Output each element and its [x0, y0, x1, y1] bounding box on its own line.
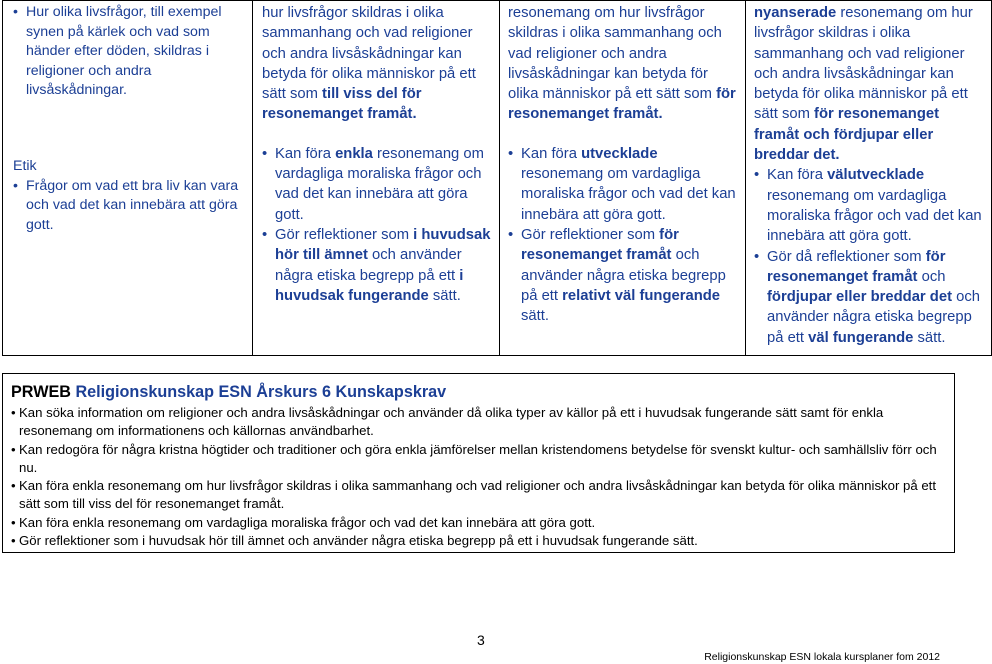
criteria-item: • Gör då reflektioner som för resonemanget framåt och fördjupar eller breddar det och använder några etiska begrepp på ett väl fungerande sätt.	[754, 247, 986, 348]
criteria-paragraph: nyanserade resonemang om hur livsfrågor skildras i olika sammanhang och vad religioner och andra livsåskådningar kan betyda för olika människor på ett sätt som för resonemanget framåt och fördjupar eller breddar det.	[754, 5, 973, 164]
requirement-item: • Gör reflektioner som i huvudsak hör till ämnet och använder några etiska begrepp på ett i huvudsak fungerande sätt.	[11, 532, 948, 550]
criteria-list	[262, 144, 494, 306]
core-content-list	[13, 3, 246, 101]
requirement-item: • Kan föra enkla resonemang om hur livsfrågor skildras i olika sammanhang och vad religioner och andra livsåskådningar kan betyda för olika människor på ett sätt som till viss del för resonemanget framåt.	[11, 477, 948, 514]
requirement-item: • Kan redogöra för några kristna högtider och traditioner och göra enkla jämförelser mellan kristendomens betydelse för svenskt kultur- och samhällsliv förr och nu.	[11, 441, 948, 478]
criteria-paragraph: resonemang om hur livsfrågor skildras i olika sammanhang och vad religioner och andra livsåskådningar kan betyda för olika människor på ett sätt som för resonemanget framåt.	[508, 5, 736, 123]
criteria-row	[3, 1, 992, 356]
section-heading-etik: Etik	[13, 157, 37, 174]
grading-criteria-table	[2, 0, 992, 356]
core-content-cell	[3, 1, 253, 356]
criteria-list	[508, 144, 740, 327]
criteria-paragraph: hur livsfrågor skildras i olika sammanhang och vad religioner och andra livsåskådningar kan betyda för olika människor på ett sätt som till viss del för resonemanget framåt.	[262, 5, 476, 123]
criteria-item: • Gör reflektioner som i huvudsak hör till ämnet och använder några etiska begrepp på ett i huvudsak fungerande sätt.	[262, 225, 494, 306]
requirement-item: • Kan söka information om religioner och andra livsåskådningar och använder då olika typer av källor på ett i huvudsak fungerande sätt samt för enkla resonemang om informationens och källornas användbarhet.	[11, 404, 948, 441]
criteria-item: • Kan föra enkla resonemang om vardagliga moraliska frågor och vad det kan innebära att göra gott.	[262, 144, 494, 225]
grade-c-cell	[500, 1, 746, 356]
footer-text: Religionskunskap ESN lokala kursplaner fom 2012	[704, 651, 940, 663]
core-content-item: • Frågor om vad ett bra liv kan vara och vad det kan innebära att göra gott.	[13, 177, 246, 236]
grade-a-cell	[746, 1, 992, 356]
grade-e-cell	[253, 1, 500, 356]
criteria-item: • Kan föra välutvecklade resonemang om vardagliga moraliska frågor och vad det kan innebära att göra gott.	[754, 165, 986, 246]
knowledge-requirements-box	[2, 373, 955, 553]
core-content-item: • Hur olika livsfrågor, till exempel synen på kärlek och vad som händer efter döden, skildras i religioner och andra livsåskådningar.	[13, 3, 246, 101]
criteria-item: • Kan föra utvecklade resonemang om vardagliga moraliska frågor och vad det kan innebära att göra gott.	[508, 144, 740, 225]
requirements-title: PRWEB Religionskunskap ESN Årskurs 6 Kunskapskrav	[11, 383, 447, 401]
requirement-item: • Kan föra enkla resonemang om vardagliga moraliska frågor och vad det kan innebära att göra gott.	[11, 514, 948, 532]
criteria-list	[754, 165, 986, 348]
page-number: 3	[477, 632, 485, 648]
requirements-list	[11, 404, 948, 550]
criteria-item: • Gör reflektioner som för resonemanget framåt och använder några etiska begrepp på ett relativt väl fungerande sätt.	[508, 225, 740, 326]
ethics-content-list	[13, 177, 246, 236]
